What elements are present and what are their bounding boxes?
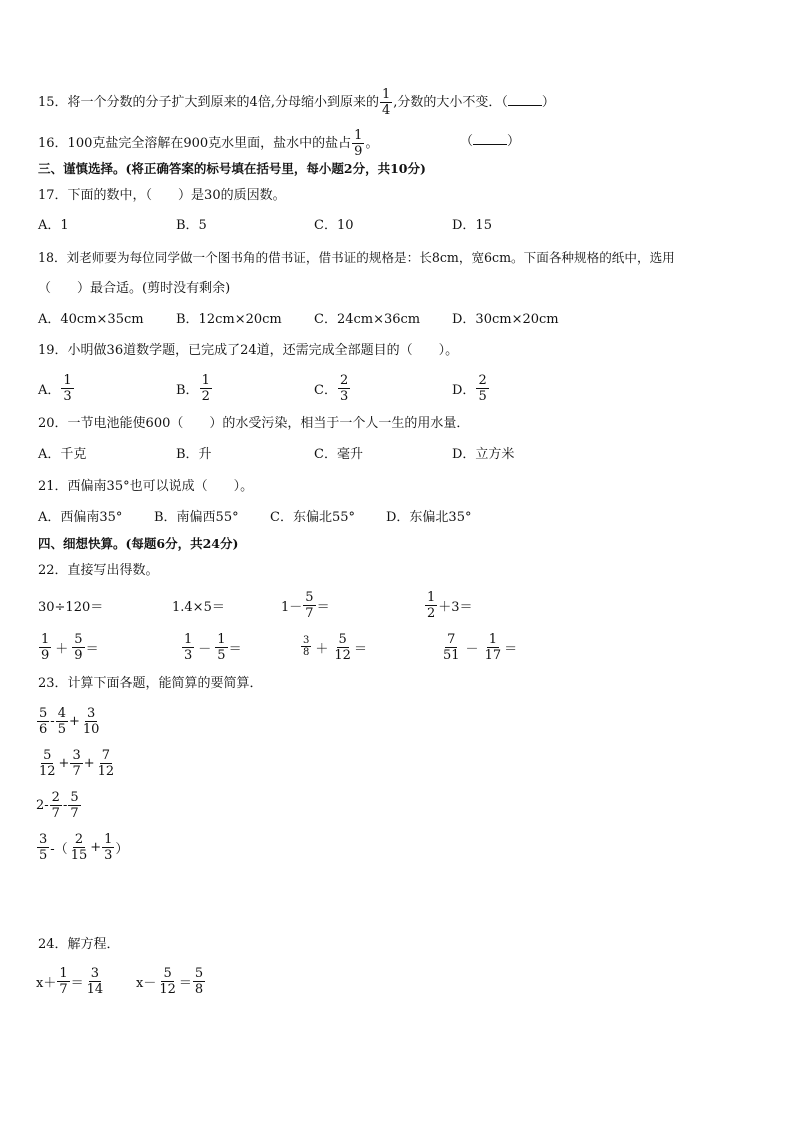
q18-option-b[interactable]: B．12cm×20cm [176, 312, 282, 327]
q23-expr-4: $\frac{3}{5}$ -（ $\frac{2}{15}$ + $\frac{1}{3}$ ） [39, 831, 129, 863]
q17-option-d[interactable]: D．15 [452, 218, 492, 233]
question-16: 16．100克盐完全溶解在900克水里面，盐水中的盐占 $\frac{1}{9}$ 。 [38, 128, 379, 159]
q16-fraction: $\frac{1}{9}$ [354, 128, 363, 159]
q22-item-7: $\frac{3}{8}$ ＋ $\frac{5}{12}$ ＝ [303, 631, 367, 663]
section-3-heading: 三、谨慎选择。(将正确答案的标号填在括号里，每小题2分，共10分) [38, 161, 426, 176]
q23-expr-1: $\frac{5}{6}$ - $\frac{4}{5}$ + $\frac{3}{10}$ [39, 705, 100, 737]
q22-item-2: 1.4×5＝ [172, 599, 225, 615]
q22-item-3: 1－ $\frac{5}{7}$ ＝ [281, 589, 330, 621]
q18-option-c[interactable]: C．24cm×36cm [314, 312, 421, 327]
question-19: 19．小明做36道数学题，已完成了24道，还需完成全部题目的（ ）。 [38, 343, 459, 358]
q18-option-d[interactable]: D．30cm×20cm [452, 312, 559, 327]
q17-option-b[interactable]: B．5 [176, 218, 207, 233]
q21-option-c[interactable]: C．东偏北55° [270, 510, 355, 525]
q24-equation-2: x－ $\frac{5}{12}$ ＝ $\frac{5}{8}$ [136, 965, 204, 997]
answer-blank[interactable] [473, 130, 507, 145]
q22-item-4: $\frac{1}{2}$ ＋3＝ [427, 589, 473, 621]
q20-option-b[interactable]: B．升 [176, 447, 212, 462]
q24-equation-1: x＋ $\frac{1}{7}$ ＝ $\frac{3}{14}$ [36, 965, 104, 997]
question-23: 23．计算下面各题，能简算的要简算． [38, 676, 263, 691]
q17-option-a[interactable]: A．1 [38, 218, 69, 233]
q15-text: 15．将一个分数的分子扩大到原来的4倍,分母缩小到原来的 [38, 95, 379, 110]
q22-item-5: $\frac{1}{9}$ ＋ $\frac{5}{9}$ ＝ [41, 631, 99, 663]
q19-option-d[interactable]: D． $\frac{2}{5}$ [452, 372, 487, 404]
question-18-line1: 18．刘老师要为每位同学做一个图书角的借书证，借书证的规格是：长8cm，宽6cm。下面各种规格的纸中，选用 [38, 250, 675, 265]
question-20: 20．一节电池能使600（ ）的水受污染，相当于一个人一生的用水量． [38, 416, 470, 431]
q19-option-c[interactable]: C． $\frac{2}{3}$ [314, 372, 349, 404]
question-24: 24．解方程． [38, 937, 120, 952]
q23-expr-3: 2- $\frac{2}{7}$ - $\frac{5}{7}$ [36, 789, 79, 821]
q19-option-b[interactable]: B． $\frac{1}{2}$ [176, 372, 210, 404]
question-15: 15．将一个分数的分子扩大到原来的4倍,分母缩小到原来的 $\frac{1}{4}$ ,分数的大小不变．（ ） [38, 87, 555, 118]
q21-option-b[interactable]: B．南偏西55° [154, 510, 239, 525]
q17-option-c[interactable]: C．10 [314, 218, 354, 233]
q16-text: 16．100克盐完全溶解在900克水里面，盐水中的盐占 [38, 136, 352, 151]
q18-option-a[interactable]: A．40cm×35cm [38, 312, 144, 327]
answer-blank[interactable] [508, 91, 542, 106]
q22-item-1: 30÷120＝ [38, 599, 104, 615]
q22-item-8: $\frac{7}{51}$ － $\frac{1}{17}$ ＝ [443, 631, 518, 663]
question-21: 21．西偏南35°也可以说成（ ）。 [38, 479, 254, 494]
q15-fraction: $\frac{1}{4}$ [381, 87, 391, 118]
q20-option-a[interactable]: A．千克 [38, 447, 87, 462]
q16-answer: （ ） [460, 130, 520, 151]
section-4-heading: 四、细想快算。(每题6分，共24分) [38, 536, 239, 551]
q19-option-a[interactable]: A． $\frac{1}{3}$ [38, 372, 72, 404]
question-17: 17．下面的数中，（ ）是30的质因数。 [38, 188, 286, 203]
q23-expr-2: $\frac{5}{12}$ + $\frac{3}{7}$ + $\frac{7}{12}$ [39, 747, 115, 779]
q21-option-a[interactable]: A．西偏南35° [38, 510, 123, 525]
q22-item-6: $\frac{1}{3}$ － $\frac{1}{5}$ ＝ [184, 631, 242, 663]
q20-option-d[interactable]: D．立方米 [452, 447, 515, 462]
q21-option-d[interactable]: D．东偏北35° [386, 510, 472, 525]
q20-option-c[interactable]: C．毫升 [314, 447, 363, 462]
question-18-line2: （ ）最合适。(剪时没有剩余) [38, 281, 231, 296]
question-22: 22．直接写出得数。 [38, 563, 159, 578]
